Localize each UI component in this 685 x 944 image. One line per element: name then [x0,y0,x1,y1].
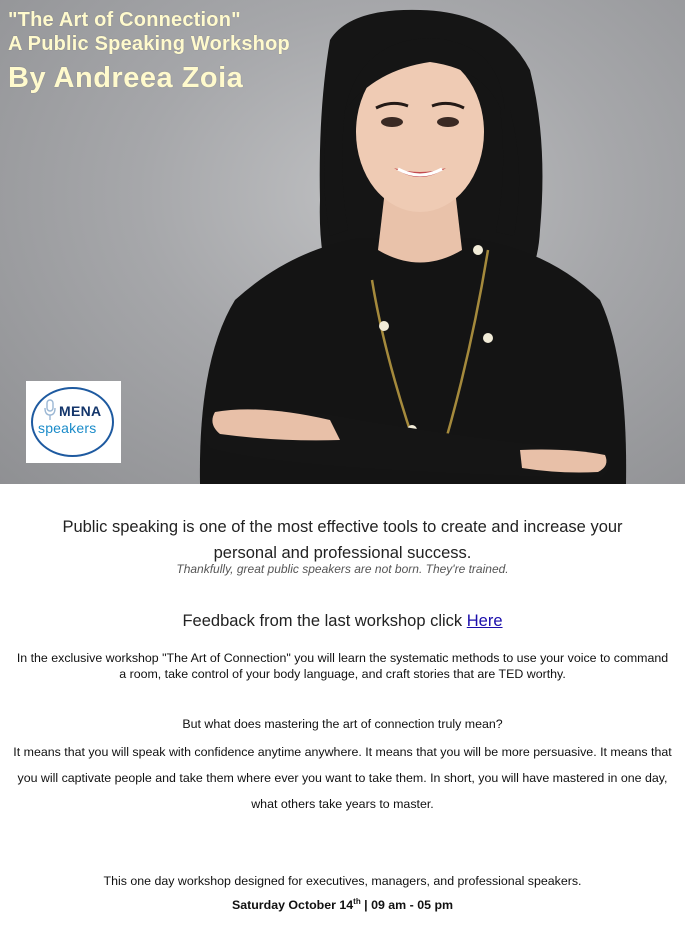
feedback-here-link[interactable]: Here [466,612,503,630]
logo-text-speakers: speakers [38,420,97,436]
benefits-paragraph: It means that you will speak with confidence anytime anywhere. It means that you will be more persuasive. It means that you will captivate people and take them where ever you want to take them. In short, you will have mastered in one day, what others take years to master. [13,745,672,811]
event-date-suffix: th [353,896,361,906]
feedback-text: Feedback from the last workshop click [182,612,463,630]
logo-text-mena: MENA [59,403,102,419]
workshop-author: By Andreea Zoia [8,62,244,94]
event-date-main: Saturday October 14 [231,898,354,912]
event-date [0,898,685,912]
microphone-icon [43,399,57,421]
intro-subline: Thankfully, great public speakers are not born. They're trained. [176,562,509,576]
workshop-title-line2: A Public Speaking Workshop [8,33,290,55]
connection-question: But what does mastering the art of connection truly mean? [182,717,503,731]
intro-headline-line1: Public speaking is one of the most effective tools to create and increase your [62,518,623,536]
intro-headline [0,514,685,566]
workshop-paragraph: In the exclusive workshop "The Art of Connection" you will learn the systematic methods to use your voice to command a room, take control of your body language, and craft stories that are TED worthy. [16,651,669,681]
event-time: | 09 am - 05 pm [360,898,454,912]
mena-speakers-logo [26,381,121,463]
workshop-title-line1: "The Art of Connection" [8,9,241,31]
audience-paragraph: This one day workshop designed for executives, managers, and professional speakers. [103,874,582,888]
workshop-title [8,8,290,56]
intro-headline-line2: personal and professional success. [213,544,472,562]
feedback-line [0,612,685,631]
